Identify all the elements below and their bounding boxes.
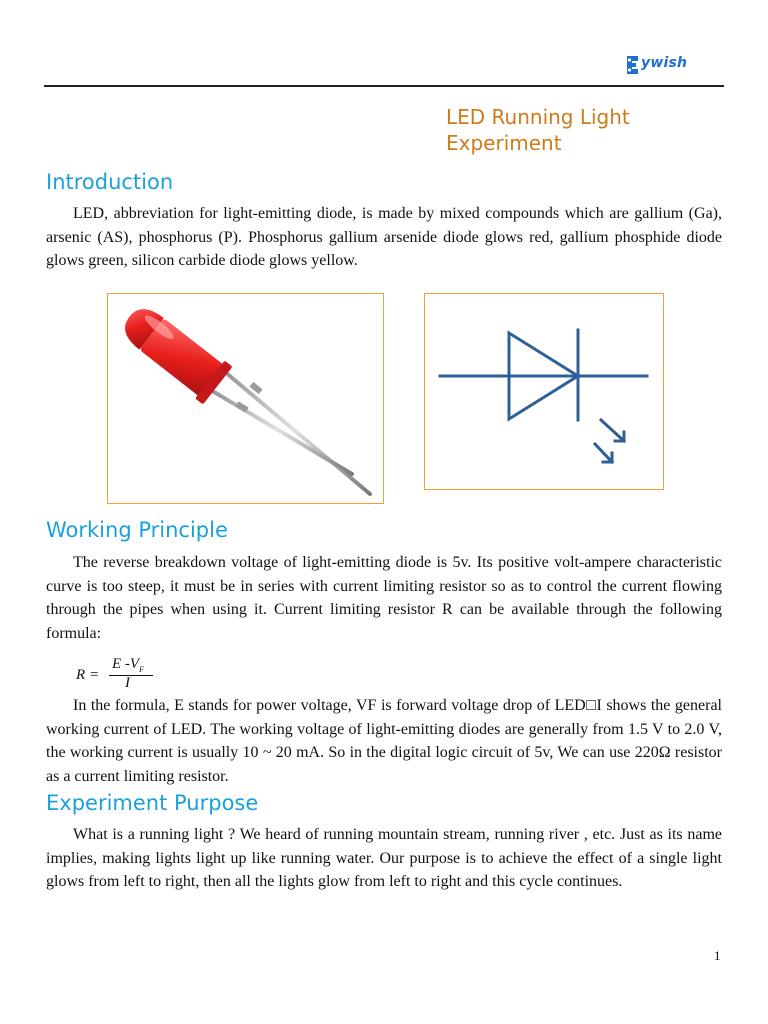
document-title: LED Running Light Experiment: [446, 105, 630, 155]
led-schematic-symbol: [425, 294, 662, 488]
working-principle-text: The reverse breakdown voltage of light-emitting diode is 5v. Its positive volt-ampere characteristic curve is too steep, it must be in series with current limiting resistor so as to control the current flowing through the pipes when using it. Current limiting resistor R can be available through the following formula:: [46, 554, 722, 642]
page-number: 1: [714, 948, 721, 963]
working-principle-paragraph: [46, 551, 722, 645]
red-led-photo: [108, 294, 382, 502]
formula-numerator: E $-V_F$: [112, 656, 144, 674]
introduction-text: LED, abbreviation for light-emitting diode, is made by mixed compounds which are gallium (Ga), arsenic (AS), phosphorus (P). Phosphorus gallium arsenide diode glows red, gallium phosphide diode glows green, silicon carbide diode glows yellow.: [46, 205, 722, 269]
formula-explanation-paragraph: [46, 694, 722, 788]
heading-working-principle: Working Principle: [46, 518, 228, 542]
formula-fraction-bar: [109, 675, 153, 676]
experiment-purpose-paragraph: [46, 823, 722, 894]
logo-text: ywish: [641, 55, 688, 71]
heading-experiment-purpose: Experiment Purpose: [46, 791, 259, 815]
brand-logo: [624, 52, 688, 78]
header-rule: [44, 85, 724, 87]
formula-lhs: R: [76, 667, 86, 683]
logo-mark-icon: [624, 54, 640, 76]
diode-symbol-frame: [424, 293, 664, 490]
resistor-formula: [76, 656, 196, 696]
heading-introduction: Introduction: [46, 170, 174, 194]
formula-explanation-text: In the formula, E stands for power voltage, VF is forward voltage drop of LED□I shows the general working current of LED. The working voltage of light-emitting diodes are generally from 1.5 V to 2.0 V, the working current is usually 10 ~ 20 mA. So in the digital logic circuit of 5v, We can use 220Ω resistor as a current limiting resistor.: [46, 697, 722, 785]
formula-denominator: I: [125, 675, 130, 691]
introduction-paragraph: [46, 202, 722, 273]
led-photo-frame: [107, 293, 384, 504]
experiment-purpose-text: What is a running light ? We heard of running mountain stream, running river , etc. Just as its name implies, making lights light up like running water. Our purpose is to achieve the effect of a single light glows from left to right, then all the lights glow from left to right and this cycle continues.: [46, 826, 722, 890]
formula-equals: =: [90, 667, 99, 683]
